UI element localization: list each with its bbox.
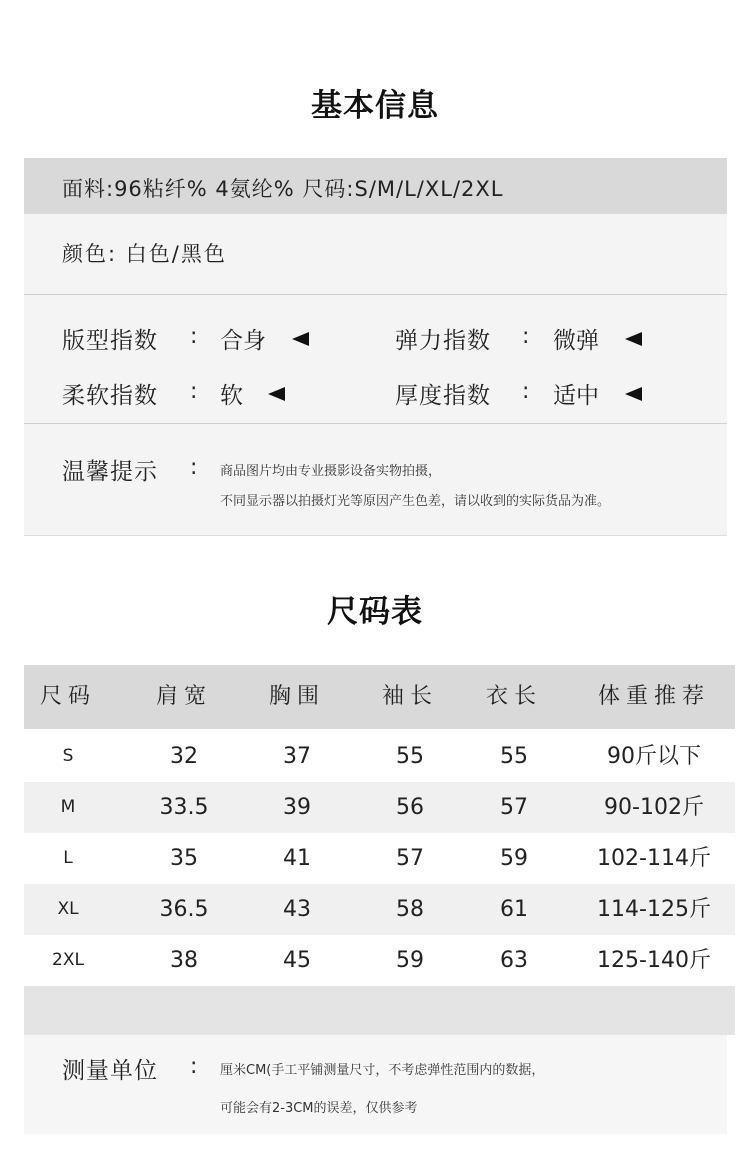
elasticity-index-value: 微弹: [553, 328, 599, 354]
left-triangle-icon: [268, 387, 285, 401]
header-chest: 胸围: [268, 684, 325, 709]
elasticity-index-label: 弹力指数: [395, 328, 491, 354]
color-text: 颜色: 白色/黑色: [62, 242, 227, 266]
cell-weight: 90-102斤: [604, 795, 704, 820]
softness-index-colon: :: [190, 379, 198, 404]
table-row: [24, 884, 735, 935]
cell-length: 55: [500, 744, 528, 769]
cell-weight: 125-140斤: [597, 948, 711, 973]
tip-colon: :: [190, 455, 198, 480]
unit-line-1: 厘米CM(手工平铺测量尺寸，不考虑弹性范围内的数据，: [220, 1063, 545, 1078]
cell-length: 63: [500, 948, 528, 973]
cell-size: S: [62, 746, 74, 766]
cell-sleeve: 55: [396, 744, 424, 769]
left-triangle-icon: [625, 387, 642, 401]
thickness-index-colon: :: [522, 379, 530, 404]
divider: [24, 535, 727, 536]
cell-length: 61: [500, 897, 528, 922]
unit-line-2: 可能会有2-3CM的误差，仅供参考: [220, 1101, 418, 1116]
header-weight: 体重推荐: [597, 684, 710, 709]
cell-sleeve: 58: [396, 897, 424, 922]
cell-weight: 102-114斤: [597, 846, 711, 871]
cell-size: M: [60, 797, 76, 817]
cell-size: 2XL: [52, 950, 84, 970]
cell-chest: 41: [283, 846, 311, 871]
header-length: 衣长: [485, 684, 542, 709]
color-band: [24, 214, 727, 294]
table-row-empty: [24, 986, 735, 1035]
left-triangle-icon: [292, 332, 309, 346]
cell-shoulder: 35: [170, 846, 198, 871]
cell-length: 57: [500, 795, 528, 820]
size-table-header: [24, 665, 735, 729]
fabric-size-band: [24, 158, 727, 214]
header-shoulder: 肩宽: [155, 684, 212, 709]
cell-chest: 43: [283, 897, 311, 922]
left-triangle-icon: [625, 332, 642, 346]
cell-sleeve: 57: [396, 846, 424, 871]
tip-label: 温馨提示: [62, 459, 158, 485]
header-size: 尺码: [39, 684, 96, 709]
tip-line-1: 商品图片均由专业摄影设备实物拍摄，: [220, 464, 442, 479]
cell-shoulder: 32: [170, 744, 198, 769]
cell-shoulder: 33.5: [159, 795, 209, 820]
cell-chest: 39: [283, 795, 311, 820]
cell-weight: 114-125斤: [597, 897, 711, 922]
thickness-index-label: 厚度指数: [395, 383, 491, 409]
size-chart-title: 尺码表: [327, 594, 423, 630]
fit-index-value: 合身: [220, 328, 266, 354]
cell-chest: 37: [283, 744, 311, 769]
table-row: [24, 731, 735, 782]
cell-sleeve: 56: [396, 795, 424, 820]
basic-info-title: 基本信息: [311, 88, 439, 124]
cell-weight: 90斤以下: [607, 744, 701, 769]
cell-length: 59: [500, 846, 528, 871]
cell-shoulder: 36.5: [159, 897, 209, 922]
table-row: [24, 935, 735, 986]
unit-label: 测量单位: [62, 1058, 158, 1084]
cell-sleeve: 59: [396, 948, 424, 973]
fabric-size-text: 面料:96粘纤% 4氨纶% 尺码:S/M/L/XL/2XL: [62, 177, 504, 201]
cell-size: L: [63, 848, 73, 868]
fit-index-label: 版型指数: [62, 328, 158, 354]
tip-line-2: 不同显示器以拍摄灯光等原因产生色差，请以收到的实际货品为准。: [220, 494, 611, 509]
table-row: [24, 833, 735, 884]
softness-index-label: 柔软指数: [62, 383, 158, 409]
cell-size: XL: [57, 899, 79, 919]
thickness-index-value: 适中: [553, 383, 599, 409]
header-sleeve: 袖长: [381, 684, 438, 709]
unit-colon: :: [190, 1054, 198, 1079]
cell-shoulder: 38: [170, 948, 198, 973]
fit-index-colon: :: [190, 324, 198, 349]
elasticity-index-colon: :: [522, 324, 530, 349]
cell-chest: 45: [283, 948, 311, 973]
softness-index-value: 软: [220, 383, 243, 409]
table-row: [24, 782, 735, 833]
